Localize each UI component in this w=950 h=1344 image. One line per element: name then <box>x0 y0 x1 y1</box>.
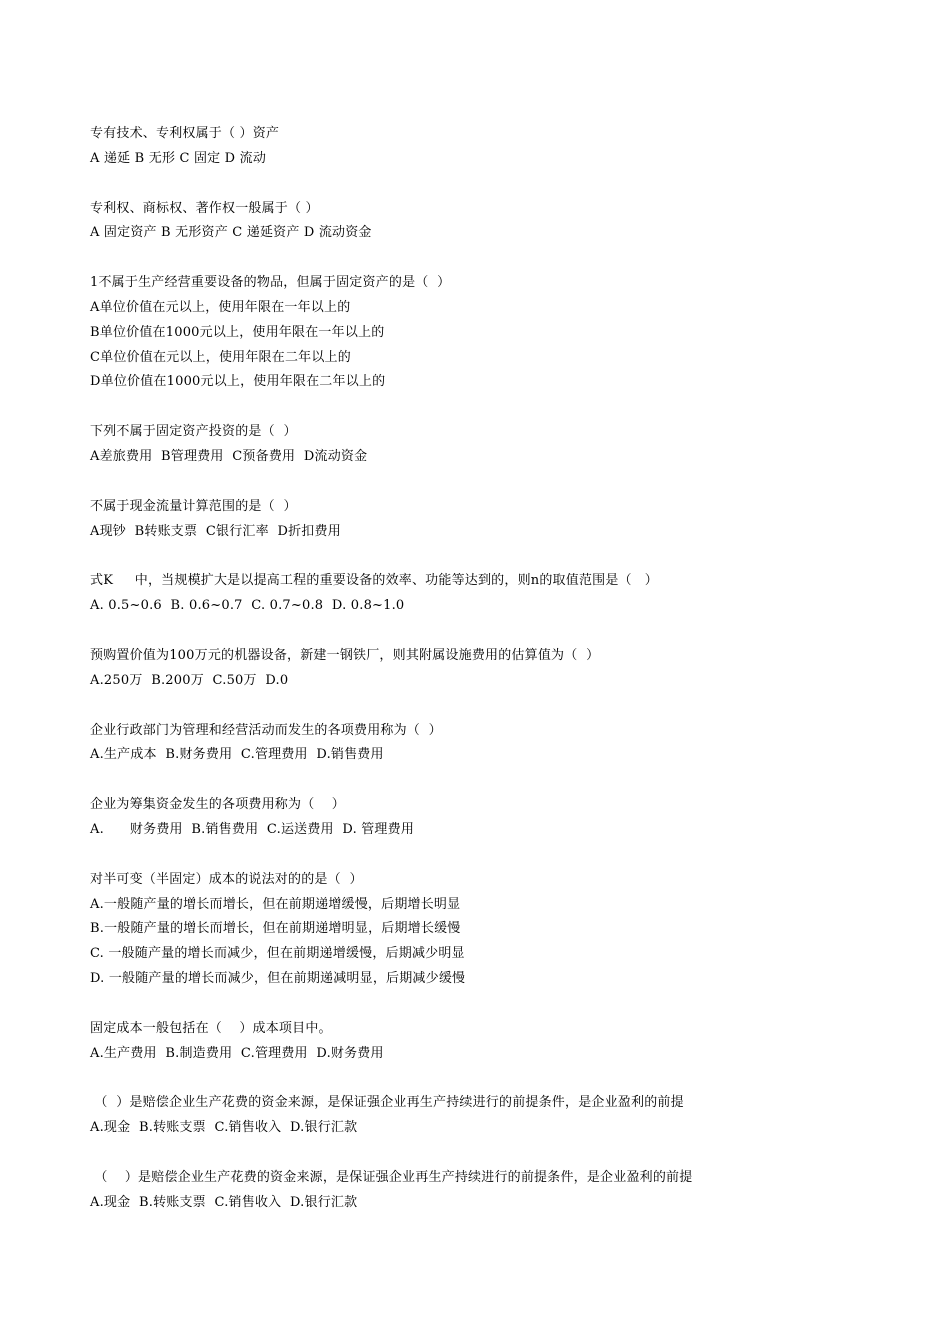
question-options: A.现金 B.转账支票 C.销售收入 D.银行汇款 <box>90 1194 358 1210</box>
question-stem: 专有技术、专利权属于（ ）资产 <box>90 126 280 141</box>
question-options: A 递延 B 无形 C 固定 D 流动 <box>90 150 267 166</box>
question-10 <box>90 868 890 992</box>
question-13 <box>90 1166 890 1216</box>
question-option-d: D单位价值在1000元以上，使用年限在二年以上的 <box>90 374 386 390</box>
question-stem: 企业为筹集资金发生的各项费用称为（ ） <box>90 797 345 813</box>
question-options: A 固定资产 B 无形资产 C 递延资产 D 流动资金 <box>90 225 372 241</box>
question-options: A. 财务费用 B.销售费用 C.运送费用 D. 管理费用 <box>90 821 415 837</box>
question-8 <box>90 719 890 769</box>
question-12 <box>90 1091 890 1141</box>
question-stem: （ ）是赔偿企业生产花费的资金来源，是保证强企业再生产持续进行的前提条件，是企业盈利的前提 <box>90 1095 684 1111</box>
question-stem: 式K 中，当规模扩大是以提高工程的重要设备的效率、功能等达到的，则n的取值范围是（ ） <box>90 573 658 589</box>
question-stem: 固定成本一般包括在（ ）成本项目中。 <box>90 1020 332 1036</box>
question-1 <box>90 122 890 172</box>
question-stem: （ ）是赔偿企业生产花费的资金来源，是保证强企业再生产持续进行的前提条件，是企业盈利的前提 <box>90 1169 693 1185</box>
question-stem: 预购置价值为100万元的机器设备，新建一钢铁厂，则其附属设施费用的估算值为（ ） <box>90 647 600 663</box>
question-option-d: D. 一般随产量的增长而减少，但在前期递减明显，后期减少缓慢 <box>90 970 466 986</box>
question-option-a: A单位价值在元以上，使用年限在一年以上的 <box>90 299 351 315</box>
question-options: A.生产费用 B.制造费用 C.管理费用 D.财务费用 <box>90 1045 384 1061</box>
question-7 <box>90 644 890 694</box>
question-options: A.现金 B.转账支票 C.销售收入 D.银行汇款 <box>90 1120 358 1136</box>
question-stem: 1不属于生产经营重要设备的物品，但属于固定资产的是（ ） <box>90 275 451 291</box>
question-options: A现钞 B转账支票 C银行汇率 D折扣费用 <box>90 523 341 539</box>
question-option-b: B.一般随产量的增长而增长，但在前期递增明显，后期增长缓慢 <box>90 921 461 937</box>
document-page <box>90 122 890 1241</box>
question-11 <box>90 1017 890 1067</box>
question-stem: 企业行政部门为管理和经营活动而发生的各项费用称为（ ） <box>90 722 442 738</box>
question-option-b: B单位价值在1000元以上，使用年限在一年以上的 <box>90 324 385 340</box>
question-9 <box>90 793 890 843</box>
question-2 <box>90 197 890 247</box>
question-options: A.250万 B.200万 C.50万 D.0 <box>90 672 289 688</box>
question-option-c: C. 一般随产量的增长而减少，但在前期递增缓慢，后期减少明显 <box>90 946 465 962</box>
question-3 <box>90 271 890 395</box>
question-options: A差旅费用 B管理费用 C预备费用 D流动资金 <box>90 448 368 464</box>
question-stem: 下列不属于固定资产投资的是（ ） <box>90 424 297 440</box>
question-4 <box>90 420 890 470</box>
question-6 <box>90 569 890 619</box>
question-option-a: A.一般随产量的增长而增长，但在前期递增缓慢，后期增长明显 <box>90 896 461 912</box>
question-stem: 专利权、商标权、著作权一般属于（ ） <box>90 200 319 216</box>
question-5 <box>90 495 890 545</box>
question-stem: 对半可变（半固定）成本的说法对的的是（ ） <box>90 871 363 887</box>
question-option-c: C单位价值在元以上，使用年限在二年以上的 <box>90 349 351 365</box>
question-options: A.生产成本 B.财务费用 C.管理费用 D.销售费用 <box>90 747 384 763</box>
question-stem: 不属于现金流量计算范围的是（ ） <box>90 498 297 514</box>
question-options: A. 0.5~0.6 B. 0.6~0.7 C. 0.7~0.8 D. 0.8~1.0 <box>90 598 405 614</box>
